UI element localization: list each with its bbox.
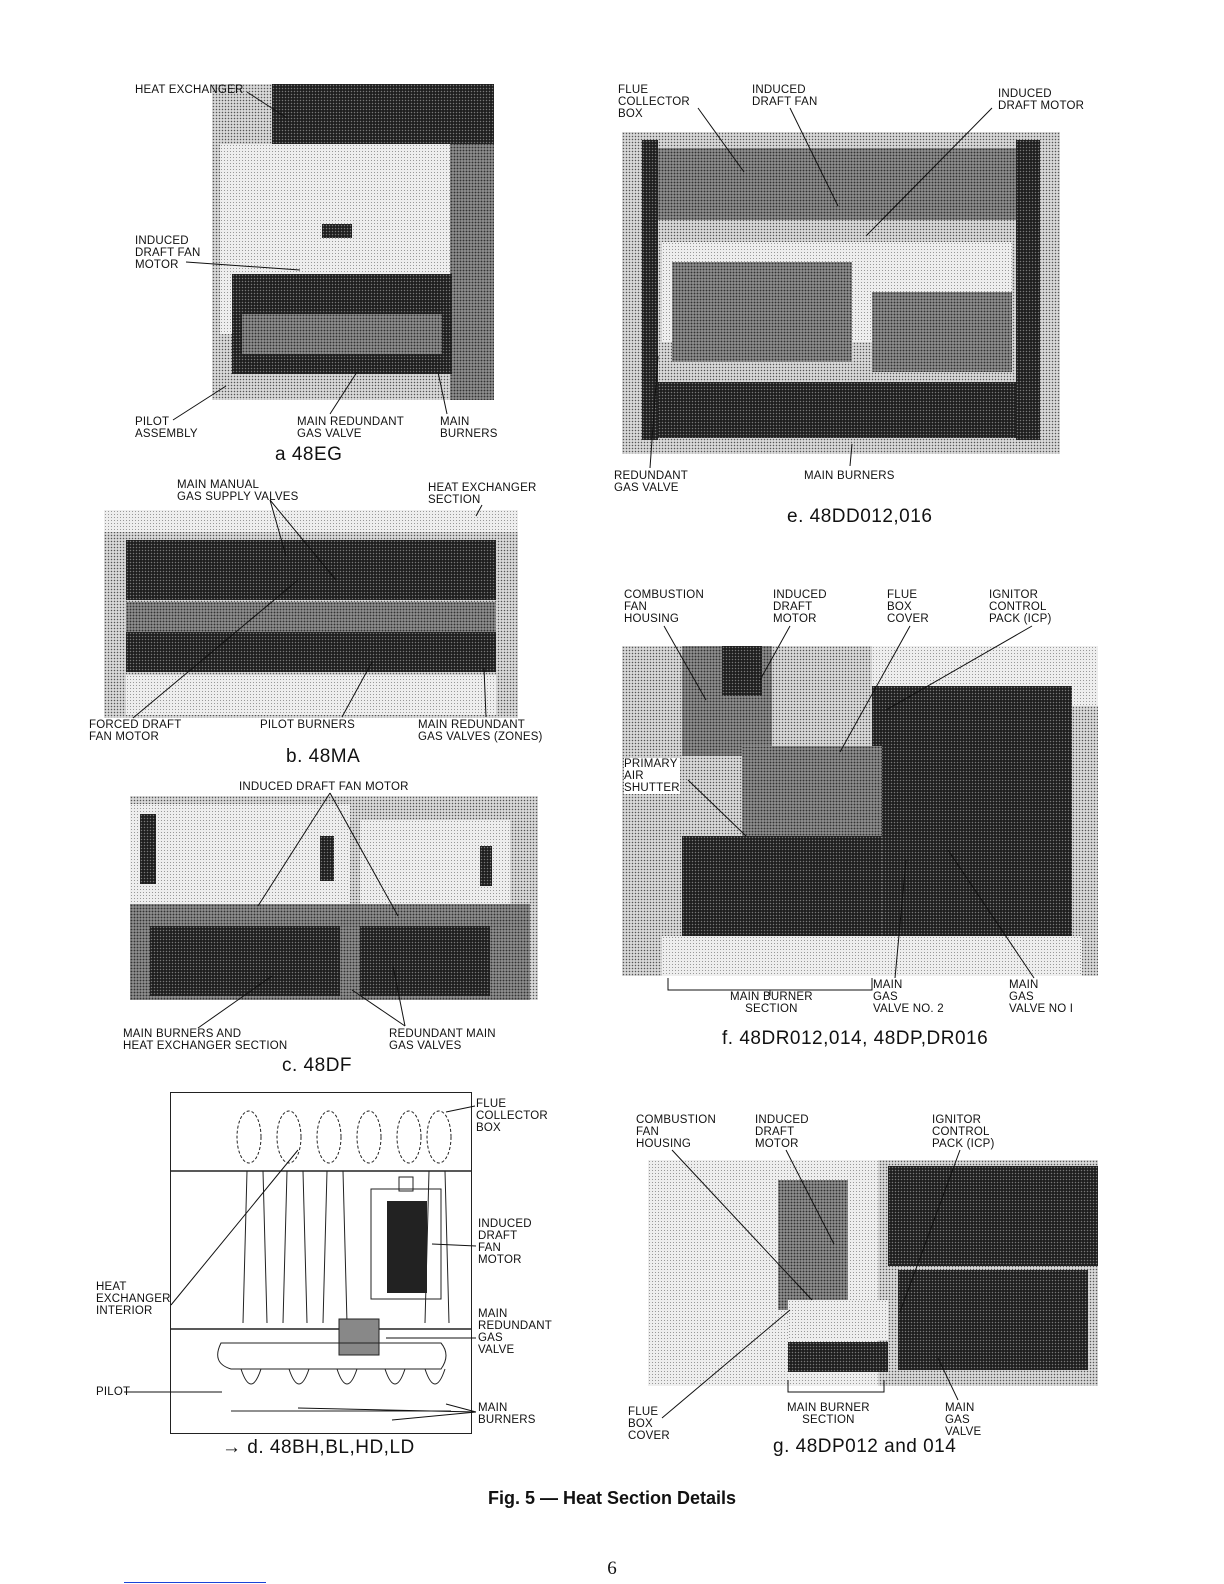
label-forced-draft-fan-motor-b: FORCED DRAFT FAN MOTOR [89,719,182,743]
label-main-burners-d: MAIN BURNERS [478,1402,536,1426]
label-main-burner-section-f: MAIN BURNER SECTION [730,991,813,1015]
caption-panel-b: b. 48MA [286,746,361,767]
footer-link-rule [124,1582,266,1583]
caption-panel-d: → d. 48BH,BL,HD,LD [222,1437,415,1458]
figure-caption: Fig. 5 — Heat Section Details [487,1488,737,1508]
label-induced-draft-motor-e: INDUCED DRAFT MOTOR [998,88,1085,112]
label-main-manual-gas-supply-valves-b: MAIN MANUAL GAS SUPPLY VALVES [177,479,299,503]
panel-b-photo [104,510,518,718]
label-main-redundant-gas-valve-d: MAIN REDUNDANT GAS VALVE [478,1308,552,1356]
label-heat-exchanger-interior-d: HEAT EXCHANGER INTERIOR [96,1281,171,1317]
label-main-burner-section-g: MAIN BURNER SECTION [787,1402,870,1426]
panel-e-photo [622,132,1060,454]
label-ignitor-control-pack-g: IGNITOR CONTROL PACK (ICP) [932,1114,995,1150]
label-induced-draft-motor-f: INDUCED DRAFT MOTOR [773,589,827,625]
label-heat-exchanger-section-b: HEAT EXCHANGER SECTION [428,482,537,506]
label-main-burners-a: MAIN BURNERS [440,416,498,440]
caption-panel-a: a 48EG [275,444,343,465]
label-main-gas-valve-no1-f: MAIN GAS VALVE NO I [1009,979,1074,1015]
label-pilot-assembly-a: PILOT ASSEMBLY [135,416,198,440]
label-induced-draft-fan-motor-a: INDUCED DRAFT FAN MOTOR [135,235,201,271]
label-main-gas-valve-no2-f: MAIN GAS VALVE NO. 2 [873,979,944,1015]
label-redundant-gas-valve-e: REDUNDANT GAS VALVE [614,470,688,494]
label-combustion-fan-housing-g: COMBUSTION FAN HOUSING [636,1114,716,1150]
label-induced-draft-fan-motor-d: INDUCED DRAFT FAN MOTOR [478,1218,532,1266]
label-induced-draft-motor-g: INDUCED DRAFT MOTOR [755,1114,809,1150]
label-pilot-burners-b: PILOT BURNERS [260,719,356,731]
panel-a-photo [212,84,494,400]
panel-g-photo [648,1160,1098,1386]
label-flue-collector-box-e: FLUE COLLECTOR BOX [618,84,690,120]
label-primary-air-shutter-f: PRIMARY AIR SHUTTER [624,758,680,794]
label-ignitor-control-pack-f: IGNITOR CONTROL PACK (ICP) [989,589,1052,625]
label-main-redundant-gas-valve-a: MAIN REDUNDANT GAS VALVE [297,416,404,440]
panel-c-photo [130,796,538,1000]
label-main-redundant-gas-valves-b: MAIN REDUNDANT GAS VALVES (ZONES) [418,719,543,743]
panel-d-drawing [170,1092,472,1434]
label-flue-collector-box-d: FLUE COLLECTOR BOX [476,1098,548,1134]
label-heat-exchanger-a: HEAT EXCHANGER [135,84,244,96]
heat-exchanger-diagram [171,1093,471,1433]
label-main-burners-e: MAIN BURNERS [804,470,895,482]
page-number: 6 [607,1558,617,1579]
label-redundant-main-gas-valves-c: REDUNDANT MAIN GAS VALVES [389,1028,496,1052]
label-induced-draft-fan-motor-c: INDUCED DRAFT FAN MOTOR [239,781,409,793]
caption-panel-f: f. 48DR012,014, 48DP,DR016 [722,1028,989,1049]
panel-f-photo [622,646,1098,976]
caption-panel-e: e. 48DD012,016 [787,506,933,527]
label-flue-box-cover-g: FLUE BOX COVER [628,1406,670,1442]
label-induced-draft-fan-e: INDUCED DRAFT FAN [752,84,818,108]
label-flue-box-cover-f: FLUE BOX COVER [887,589,929,625]
label-main-burners-heat-exchanger-c: MAIN BURNERS AND HEAT EXCHANGER SECTION [123,1028,288,1052]
label-combustion-fan-housing-f: COMBUSTION FAN HOUSING [624,589,704,625]
caption-panel-c: c. 48DF [282,1055,353,1076]
label-pilot-d: PILOT [96,1386,131,1398]
label-main-gas-valve-g: MAIN GAS VALVE [945,1402,982,1438]
caption-panel-g: g. 48DP012 and 014 [773,1436,957,1457]
